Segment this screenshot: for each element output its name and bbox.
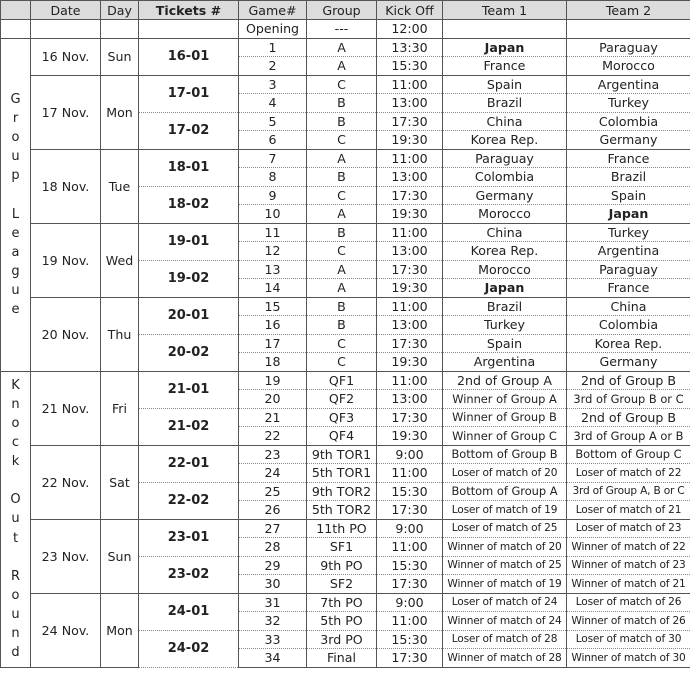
group-cell: A	[307, 149, 377, 168]
team1-cell: Colombia	[443, 168, 567, 187]
table-row	[1, 445, 690, 464]
team2-cell: Spain	[567, 186, 690, 205]
group-cell: QF3	[307, 408, 377, 427]
day-cell: Mon	[101, 593, 139, 667]
group-cell: A	[307, 279, 377, 298]
team1-cell: Spain	[443, 75, 567, 94]
team2-cell: Loser of match of 21	[567, 501, 690, 520]
team2-cell: Winner of match of 23	[567, 556, 690, 575]
kickoff-time: 9:00	[377, 519, 443, 538]
header-round	[1, 1, 31, 20]
team2-cell: Germany	[567, 131, 690, 150]
group-cell: 9th TOR2	[307, 482, 377, 501]
kickoff-time: 11:00	[377, 464, 443, 483]
round-letter: K	[11, 377, 20, 393]
kickoff-time: 17:30	[377, 501, 443, 520]
date-cell: 18 Nov.	[31, 149, 101, 223]
team2-cell: Paraguay	[567, 260, 690, 279]
kickoff-time: 11:00	[377, 223, 443, 242]
game-number: 20	[239, 390, 307, 409]
day-cell: Mon	[101, 75, 139, 149]
ticket-number: 24-02	[139, 630, 239, 667]
team1-cell: Winner of match of 24	[443, 612, 567, 631]
group-cell: QF2	[307, 390, 377, 409]
ticket-number: 19-01	[139, 223, 239, 260]
kickoff-time: 13:00	[377, 94, 443, 113]
kickoff-time: 9:00	[377, 593, 443, 612]
round-letter: u	[11, 149, 20, 165]
team2-cell: Turkey	[567, 223, 690, 242]
game-number: 27	[239, 519, 307, 538]
team1-cell: France	[443, 57, 567, 76]
ticket-number: 19-02	[139, 260, 239, 297]
team2-cell: Loser of match of 26	[567, 593, 690, 612]
kickoff-time: 17:30	[377, 186, 443, 205]
team1-cell: Loser of match of 20	[443, 464, 567, 483]
group-cell: C	[307, 131, 377, 150]
team1-cell: Bottom of Group A	[443, 482, 567, 501]
team1-cell: Spain	[443, 334, 567, 353]
team2-cell: Loser of match of 22	[567, 464, 690, 483]
game-number: 5	[239, 112, 307, 131]
kickoff-time: 15:30	[377, 630, 443, 649]
game-number: 24	[239, 464, 307, 483]
team1-cell: Japan	[443, 38, 567, 57]
game-number: 22	[239, 427, 307, 446]
game-number: 12	[239, 242, 307, 261]
date-cell: 17 Nov.	[31, 75, 101, 149]
team1-cell: Loser of match of 19	[443, 501, 567, 520]
game-number: 23	[239, 445, 307, 464]
team2-cell: France	[567, 149, 690, 168]
round-letter: t	[12, 530, 19, 546]
kickoff-time: 15:30	[377, 482, 443, 501]
kickoff-time: 15:30	[377, 556, 443, 575]
team1-cell: Brazil	[443, 297, 567, 316]
game-number: 17	[239, 334, 307, 353]
game-number: 29	[239, 556, 307, 575]
ticket-number: 17-01	[139, 75, 239, 112]
team1-cell: Paraguay	[443, 149, 567, 168]
group-cell: SF1	[307, 538, 377, 557]
round-letter: r	[12, 111, 19, 127]
kickoff-time: 17:30	[377, 112, 443, 131]
ticket-number: 18-01	[139, 149, 239, 186]
game-number: 15	[239, 297, 307, 316]
team2-cell: Colombia	[567, 316, 690, 335]
kickoff-time: 15:30	[377, 57, 443, 76]
ticket-number: 20-01	[139, 297, 239, 334]
team1-cell: Morocco	[443, 205, 567, 224]
table-row	[1, 297, 690, 316]
day-cell: Tue	[101, 149, 139, 223]
kickoff-time: 13:00	[377, 168, 443, 187]
date-cell: 22 Nov.	[31, 445, 101, 519]
team1-cell: Germany	[443, 186, 567, 205]
round-label	[1, 371, 31, 667]
kickoff-time: 17:30	[377, 649, 443, 668]
group-cell: 7th PO	[307, 593, 377, 612]
round-letter: c	[11, 435, 20, 451]
team2-cell: 3rd of Group A, B or C	[567, 482, 690, 501]
team2-cell: Germany	[567, 353, 690, 372]
day-cell: Sun	[101, 38, 139, 75]
game-number: 6	[239, 131, 307, 150]
table-row	[1, 371, 690, 390]
ticket-number: 16-01	[139, 38, 239, 75]
group-cell: Final	[307, 649, 377, 668]
game-number: 14	[239, 279, 307, 298]
group-cell: 5th TOR1	[307, 464, 377, 483]
group-cell: C	[307, 334, 377, 353]
round-letter: a	[11, 244, 20, 260]
date-cell: 19 Nov.	[31, 223, 101, 297]
team1-cell: Loser of match of 24	[443, 593, 567, 612]
game-number: 33	[239, 630, 307, 649]
team2-cell: 2nd of Group B	[567, 371, 690, 390]
round-letter: n	[11, 626, 20, 642]
round-letter: u	[11, 282, 20, 298]
group-cell: C	[307, 353, 377, 372]
game-number: 8	[239, 168, 307, 187]
team2-cell: Brazil	[567, 168, 690, 187]
group-cell: 3rd PO	[307, 630, 377, 649]
team1-cell: Korea Rep.	[443, 131, 567, 150]
game-number: 4	[239, 94, 307, 113]
table-row	[1, 75, 690, 94]
table-row	[1, 519, 690, 538]
game-number: 16	[239, 316, 307, 335]
day-blank	[101, 20, 139, 39]
round-letter: u	[11, 511, 20, 527]
round-letter: G	[10, 91, 21, 107]
team2-cell: 3rd of Group B or C	[567, 390, 690, 409]
table-row	[1, 20, 690, 39]
group-cell: 9th TOR1	[307, 445, 377, 464]
day-cell: Thu	[101, 297, 139, 371]
team1-cell: Turkey	[443, 316, 567, 335]
team2-cell: Winner of match of 21	[567, 575, 690, 594]
header-group: Group	[307, 1, 377, 20]
team2-cell: Morocco	[567, 57, 690, 76]
table-row	[1, 149, 690, 168]
ticket-number: 17-02	[139, 112, 239, 149]
kickoff-time: 19:30	[377, 205, 443, 224]
round-letter: n	[11, 396, 20, 412]
round-letter: o	[11, 130, 20, 146]
date-blank	[31, 20, 101, 39]
team2-cell: 2nd of Group B	[567, 408, 690, 427]
group-cell: QF1	[307, 371, 377, 390]
group-cell: B	[307, 316, 377, 335]
round-letter: o	[11, 415, 20, 431]
round-blank	[1, 20, 31, 39]
kickoff-time: 11:00	[377, 538, 443, 557]
team1-cell	[443, 20, 567, 39]
header-team2: Team 2	[567, 1, 690, 20]
round-letter: d	[11, 645, 20, 661]
kickoff-time: 13:00	[377, 242, 443, 261]
kickoff-time: 17:30	[377, 334, 443, 353]
game-number: 9	[239, 186, 307, 205]
round-letter: O	[10, 492, 21, 508]
team2-cell: Colombia	[567, 112, 690, 131]
kickoff-time: 9:00	[377, 445, 443, 464]
kickoff-time: 19:30	[377, 279, 443, 298]
group-cell: C	[307, 186, 377, 205]
group-cell: 9th PO	[307, 556, 377, 575]
round-letter: o	[11, 587, 20, 603]
team1-cell: 2nd of Group A	[443, 371, 567, 390]
header-game: Game#	[239, 1, 307, 20]
day-cell: Sat	[101, 445, 139, 519]
group-cell: B	[307, 297, 377, 316]
team2-cell: Paraguay	[567, 38, 690, 57]
header-row	[1, 1, 690, 20]
table-row	[1, 593, 690, 612]
kickoff-time: 11:00	[377, 297, 443, 316]
group-cell: 5th TOR2	[307, 501, 377, 520]
team1-cell: Loser of match of 25	[443, 519, 567, 538]
team2-cell: China	[567, 297, 690, 316]
group-cell: A	[307, 260, 377, 279]
group-cell: QF4	[307, 427, 377, 446]
group-cell: C	[307, 75, 377, 94]
group-cell: C	[307, 242, 377, 261]
ticket-number: 18-02	[139, 186, 239, 223]
kickoff-time: 11:00	[377, 149, 443, 168]
team2-cell: France	[567, 279, 690, 298]
team1-cell: Argentina	[443, 353, 567, 372]
game-number: 32	[239, 612, 307, 631]
game-number: Opening	[239, 20, 307, 39]
kickoff-time: 19:30	[377, 427, 443, 446]
group-cell: B	[307, 112, 377, 131]
header-tickets: Tickets #	[139, 1, 239, 20]
round-letter: e	[11, 225, 20, 241]
round-letter: L	[11, 206, 20, 222]
game-number: 18	[239, 353, 307, 372]
ticket-number: 24-01	[139, 593, 239, 630]
team2-cell: Loser of match of 30	[567, 630, 690, 649]
team2-cell: Winner of match of 26	[567, 612, 690, 631]
team1-cell: China	[443, 112, 567, 131]
game-number: 2	[239, 57, 307, 76]
date-cell: 21 Nov.	[31, 371, 101, 445]
ticket-number: 23-01	[139, 519, 239, 556]
date-cell: 23 Nov.	[31, 519, 101, 593]
round-letter: p	[11, 168, 20, 184]
tickets-blank	[139, 20, 239, 39]
kickoff-time: 11:00	[377, 612, 443, 631]
team1-cell: Winner of match of 25	[443, 556, 567, 575]
team2-cell: 3rd of Group A or B	[567, 427, 690, 446]
round-letter: e	[11, 301, 20, 317]
team2-cell: Korea Rep.	[567, 334, 690, 353]
team1-cell: Korea Rep.	[443, 242, 567, 261]
date-cell: 20 Nov.	[31, 297, 101, 371]
group-cell: ---	[307, 20, 377, 39]
table-row	[1, 223, 690, 242]
game-number: 34	[239, 649, 307, 668]
round-letter: g	[11, 263, 20, 279]
game-number: 31	[239, 593, 307, 612]
team2-cell	[567, 20, 690, 39]
kickoff-time: 12:00	[377, 20, 443, 39]
day-cell: Wed	[101, 223, 139, 297]
round-letter: u	[11, 606, 20, 622]
team1-cell: Morocco	[443, 260, 567, 279]
game-number: 3	[239, 75, 307, 94]
ticket-number: 21-01	[139, 371, 239, 408]
day-cell: Fri	[101, 371, 139, 445]
header-kickoff: Kick Off	[377, 1, 443, 20]
team2-cell: Argentina	[567, 242, 690, 261]
day-cell: Sun	[101, 519, 139, 593]
group-cell: B	[307, 168, 377, 187]
ticket-number: 20-02	[139, 334, 239, 371]
group-cell: A	[307, 205, 377, 224]
game-number: 1	[239, 38, 307, 57]
ticket-number: 22-02	[139, 482, 239, 519]
ticket-number: 23-02	[139, 556, 239, 593]
team1-cell: Loser of match of 28	[443, 630, 567, 649]
date-cell: 24 Nov.	[31, 593, 101, 667]
game-number: 21	[239, 408, 307, 427]
team1-cell: Winner of Group B	[443, 408, 567, 427]
game-number: 19	[239, 371, 307, 390]
team2-cell: Japan	[567, 205, 690, 224]
group-cell: B	[307, 94, 377, 113]
game-number: 13	[239, 260, 307, 279]
kickoff-time: 19:30	[377, 131, 443, 150]
team2-cell: Bottom of Group C	[567, 445, 690, 464]
kickoff-time: 13:30	[377, 38, 443, 57]
team1-cell: Winner of match of 19	[443, 575, 567, 594]
team2-cell: Winner of match of 30	[567, 649, 690, 668]
round-label	[1, 38, 31, 371]
team2-cell: Turkey	[567, 94, 690, 113]
kickoff-time: 17:30	[377, 408, 443, 427]
table-row	[1, 38, 690, 57]
group-cell: A	[307, 57, 377, 76]
kickoff-time: 13:00	[377, 316, 443, 335]
team1-cell: China	[443, 223, 567, 242]
group-cell: 11th PO	[307, 519, 377, 538]
game-number: 11	[239, 223, 307, 242]
game-number: 28	[239, 538, 307, 557]
group-cell: SF2	[307, 575, 377, 594]
game-number: 30	[239, 575, 307, 594]
kickoff-time: 11:00	[377, 75, 443, 94]
round-letter: k	[11, 454, 20, 470]
game-number: 7	[239, 149, 307, 168]
date-cell: 16 Nov.	[31, 38, 101, 75]
team2-cell: Loser of match of 23	[567, 519, 690, 538]
kickoff-time: 13:00	[377, 390, 443, 409]
kickoff-time: 11:00	[377, 371, 443, 390]
header-team1: Team 1	[443, 1, 567, 20]
team1-cell: Winner of Group C	[443, 427, 567, 446]
group-cell: A	[307, 38, 377, 57]
team1-cell: Brazil	[443, 94, 567, 113]
group-cell: B	[307, 223, 377, 242]
game-number: 26	[239, 501, 307, 520]
round-letter: R	[10, 568, 21, 584]
team1-cell: Bottom of Group B	[443, 445, 567, 464]
game-number: 10	[239, 205, 307, 224]
kickoff-time: 19:30	[377, 353, 443, 372]
ticket-number: 21-02	[139, 408, 239, 445]
header-date: Date	[31, 1, 101, 20]
team1-cell: Japan	[443, 279, 567, 298]
kickoff-time: 17:30	[377, 260, 443, 279]
team1-cell: Winner of Group A	[443, 390, 567, 409]
team1-cell: Winner of match of 28	[443, 649, 567, 668]
header-day: Day	[101, 1, 139, 20]
team2-cell: Argentina	[567, 75, 690, 94]
team2-cell: Winner of match of 22	[567, 538, 690, 557]
team1-cell: Winner of match of 20	[443, 538, 567, 557]
group-cell: 5th PO	[307, 612, 377, 631]
ticket-number: 22-01	[139, 445, 239, 482]
kickoff-time: 17:30	[377, 575, 443, 594]
game-number: 25	[239, 482, 307, 501]
